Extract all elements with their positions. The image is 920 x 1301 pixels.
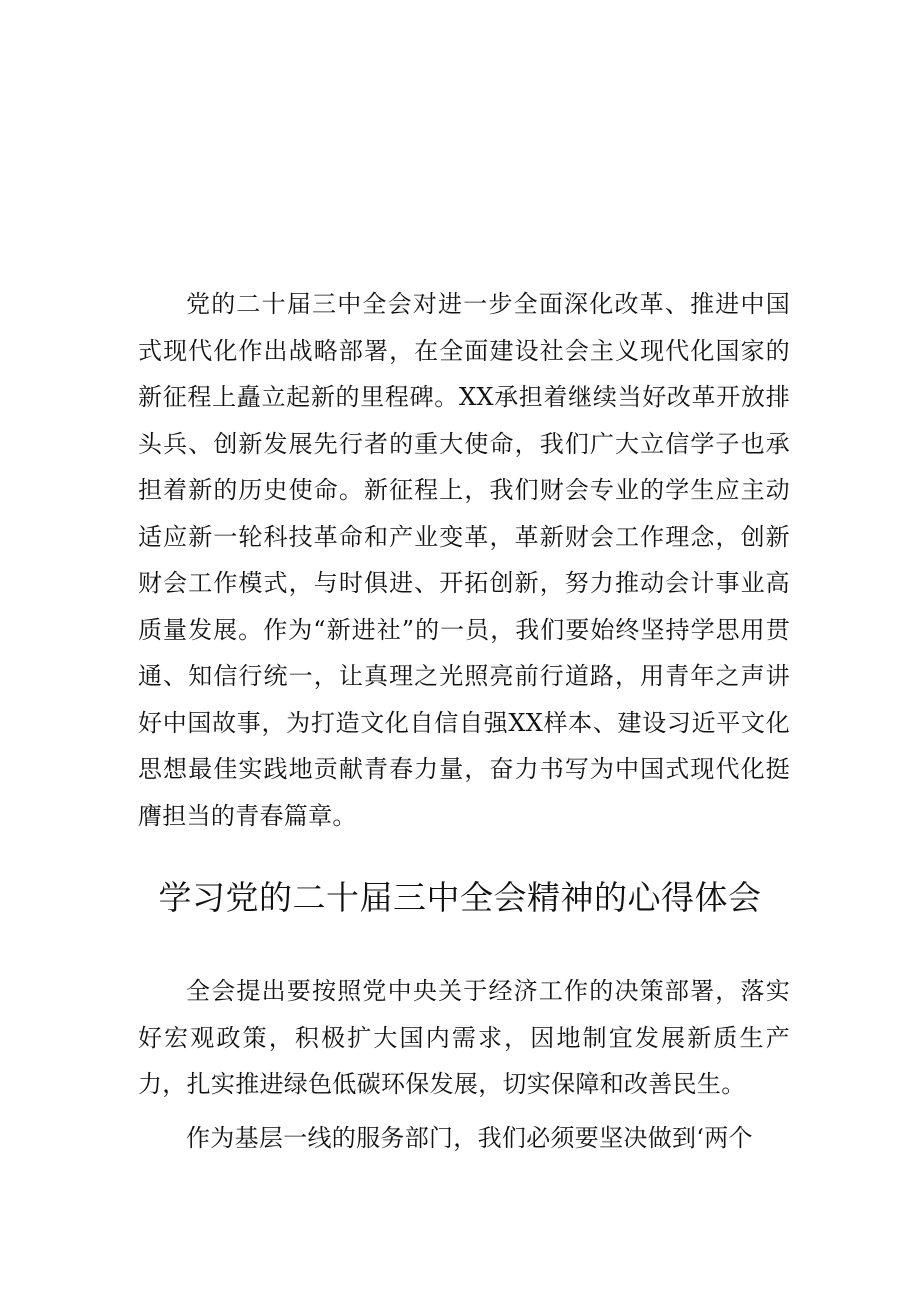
- intro-section: [138, 281, 790, 839]
- reflection-section: [138, 968, 790, 1161]
- section-heading: 学习党的二十届三中全会精神的心得体会: [158, 878, 762, 917]
- body-paragraph: 作为基层一线的服务部门，我们必须要坚决做到‘两个: [186, 1123, 753, 1152]
- body-paragraph: 全会提出要按照党中央关于经济工作的决策部署，落实好宏观政策，积极扩大国内需求，因地制宜发展新质生产力，扎实推进绿色低碳环保发展，切实保障和改善民生。: [138, 977, 790, 1098]
- body-paragraph: 党的二十届三中全会对进一步全面深化改革、推进中国式现代化作出战略部署，在全面建设社会主义现代化国家的新征程上矗立起新的里程碑。XX承担着继续当好改革开放排头兵、创新发展先行者的重大使命，我们广大立信学子也承担着新的历史使命。新征程上，我们财会专业的学生应主动适应新一轮科技革命和产业变革，革新财会工作理念，创新财会工作模式，与时俱进、开拓创新，努力推动会计事业高质量发展。作为“新进社”的一员，我们要始终坚持学思用贯通、知信行统一，让真理之光照亮前行道路，用青年之声讲好中国故事，为打造文化自信自强XX样本、建设习近平文化思想最佳实践地贡献青春力量，奋力书写为中国式现代化挺膺担当的青春篇章。: [138, 290, 790, 830]
